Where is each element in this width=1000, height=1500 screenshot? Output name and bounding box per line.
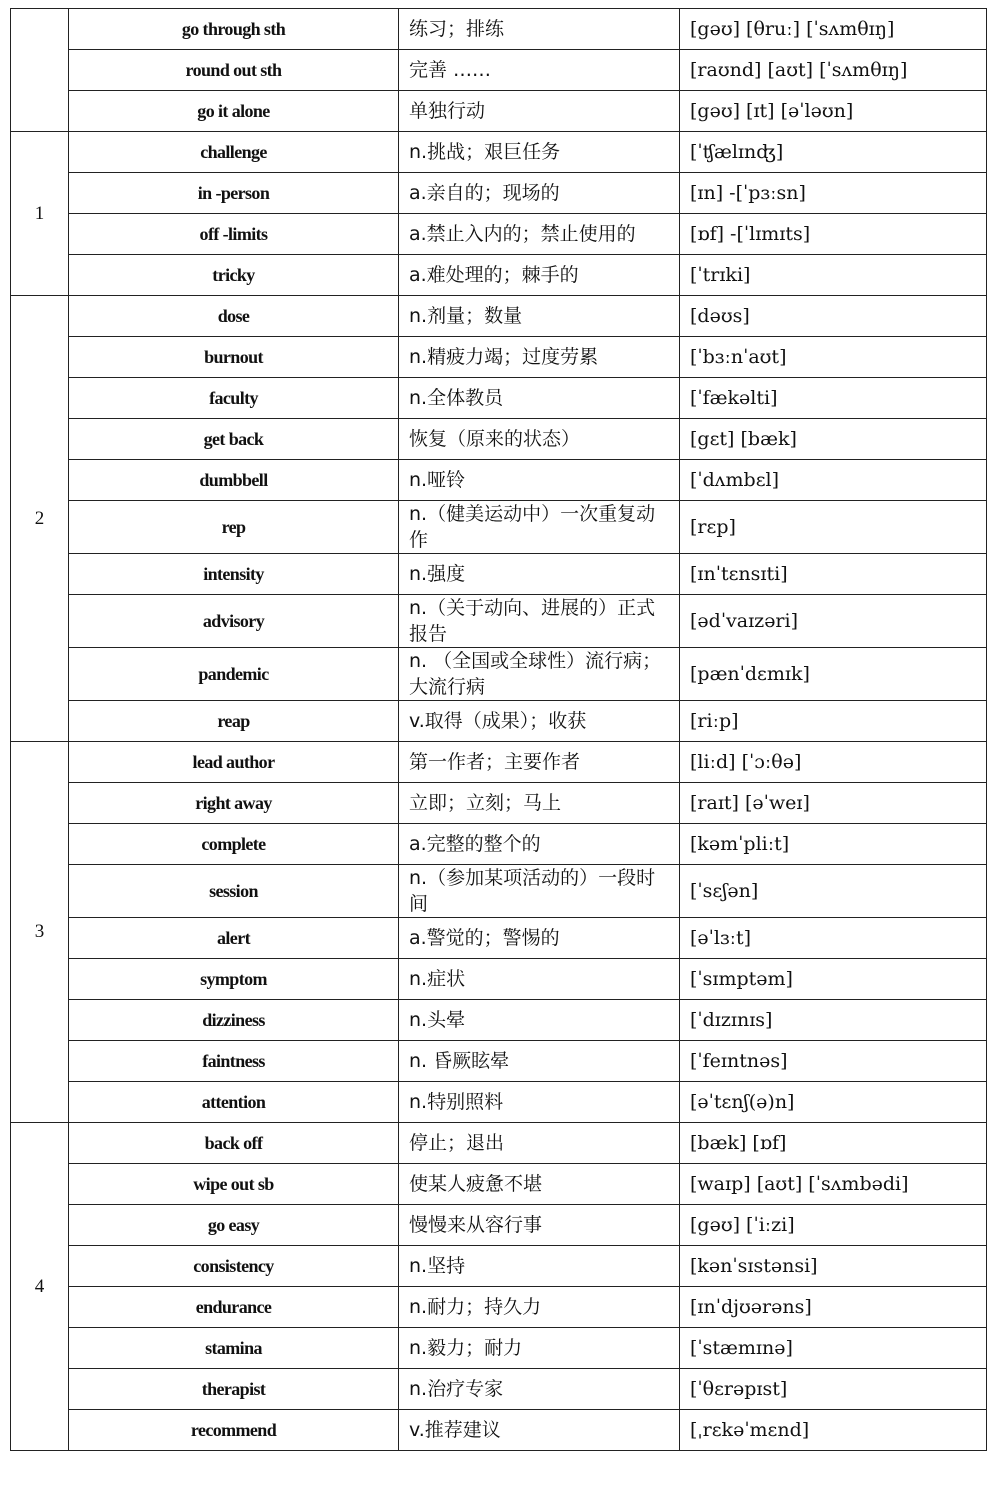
vocab-row <box>11 1164 987 1205</box>
vocab-phonetic: [əˈlɜːt] <box>680 918 987 959</box>
vocab-phonetic: [pænˈdɛmɪk] <box>680 648 987 701</box>
vocab-row <box>11 419 987 460</box>
vocab-meaning: a.警觉的；警惕的 <box>399 918 680 959</box>
vocab-phonetic: [gəʊ] [θruː] [ˈsʌmθɪŋ] <box>680 9 987 50</box>
group-number: 1 <box>11 132 69 296</box>
vocab-meaning: 停止；退出 <box>399 1123 680 1164</box>
vocab-word: advisory <box>69 595 399 648</box>
vocab-word: endurance <box>69 1287 399 1328</box>
vocab-meaning: 单独行动 <box>399 91 680 132</box>
vocab-word: round out sth <box>69 50 399 91</box>
vocab-meaning: v.推荐建议 <box>399 1410 680 1451</box>
vocab-row <box>11 783 987 824</box>
vocab-phonetic: [ˈsɛʃən] <box>680 865 987 918</box>
vocab-row <box>11 554 987 595</box>
vocab-word: rep <box>69 501 399 554</box>
vocab-meaning: a.完整的整个的 <box>399 824 680 865</box>
vocab-meaning: 使某人疲惫不堪 <box>399 1164 680 1205</box>
vocab-phonetic: [ɪnˈtɛnsɪti] <box>680 554 987 595</box>
vocab-phonetic: [ədˈvaɪzəri] <box>680 595 987 648</box>
vocab-word: complete <box>69 824 399 865</box>
vocab-meaning: 完善 …… <box>399 50 680 91</box>
group-number <box>11 9 69 132</box>
vocab-word: lead author <box>69 742 399 783</box>
vocab-phonetic: [əˈtɛnʃ(ə)n] <box>680 1082 987 1123</box>
vocab-word: symptom <box>69 959 399 1000</box>
vocab-meaning: n.耐力；持久力 <box>399 1287 680 1328</box>
vocab-row <box>11 50 987 91</box>
group-number: 4 <box>11 1123 69 1451</box>
vocab-word: stamina <box>69 1328 399 1369</box>
vocab-row <box>11 918 987 959</box>
vocab-row <box>11 296 987 337</box>
vocab-word: dose <box>69 296 399 337</box>
vocab-meaning: n.（关于动向、进展的）正式报告 <box>399 595 680 648</box>
vocab-phonetic: [ˈfækəlti] <box>680 378 987 419</box>
vocab-row <box>11 501 987 554</box>
vocab-phonetic: [bæk] [ɒf] <box>680 1123 987 1164</box>
vocab-phonetic: [ˈbɜːnˈaʊt] <box>680 337 987 378</box>
vocab-row <box>11 701 987 742</box>
vocab-meaning: n.挑战；艰巨任务 <box>399 132 680 173</box>
vocab-meaning: n.症状 <box>399 959 680 1000</box>
vocab-phonetic: [ˈθɛrəpɪst] <box>680 1369 987 1410</box>
vocab-meaning: v.取得（成果）；收获 <box>399 701 680 742</box>
vocab-row <box>11 595 987 648</box>
vocab-phonetic: [kəmˈpliːt] <box>680 824 987 865</box>
vocab-phonetic: [raɪt] [əˈweɪ] <box>680 783 987 824</box>
vocab-row <box>11 648 987 701</box>
vocab-meaning: a.难处理的；棘手的 <box>399 255 680 296</box>
vocab-meaning: n.毅力；耐力 <box>399 1328 680 1369</box>
vocabulary-table <box>10 8 987 1451</box>
vocab-phonetic: [gəʊ] [ɪt] [əˈləʊn] <box>680 91 987 132</box>
vocab-word: in -person <box>69 173 399 214</box>
vocab-phonetic: [ˈfeɪntnəs] <box>680 1041 987 1082</box>
vocab-word: consistency <box>69 1246 399 1287</box>
vocab-meaning: n.哑铃 <box>399 460 680 501</box>
vocab-word: go it alone <box>69 91 399 132</box>
vocab-row <box>11 1123 987 1164</box>
vocab-meaning: n.剂量；数量 <box>399 296 680 337</box>
vocab-row <box>11 1410 987 1451</box>
vocab-word: intensity <box>69 554 399 595</box>
vocab-row <box>11 91 987 132</box>
vocab-row <box>11 9 987 50</box>
vocab-phonetic: [rɛp] <box>680 501 987 554</box>
vocab-phonetic: [ˈstæmɪnə] <box>680 1328 987 1369</box>
vocab-phonetic: [liːd] [ˈɔːθə] <box>680 742 987 783</box>
vocab-meaning: n.强度 <box>399 554 680 595</box>
vocab-row <box>11 1205 987 1246</box>
vocab-row <box>11 132 987 173</box>
vocab-meaning: n. （全国或全球性）流行病；大流行病 <box>399 648 680 701</box>
vocab-row <box>11 1369 987 1410</box>
vocab-meaning: 立即；立刻；马上 <box>399 783 680 824</box>
vocab-meaning: n.精疲力竭；过度劳累 <box>399 337 680 378</box>
vocab-word: back off <box>69 1123 399 1164</box>
vocab-phonetic: [ˌrɛkəˈmɛnd] <box>680 1410 987 1451</box>
vocab-meaning: n.坚持 <box>399 1246 680 1287</box>
vocab-phonetic: [ˈsɪmptəm] <box>680 959 987 1000</box>
vocab-word: challenge <box>69 132 399 173</box>
vocab-row <box>11 1041 987 1082</box>
vocab-phonetic: [waɪp] [aʊt] [ˈsʌmbədi] <box>680 1164 987 1205</box>
vocab-row <box>11 173 987 214</box>
group-number: 3 <box>11 742 69 1123</box>
vocab-phonetic: [kənˈsɪstənsi] <box>680 1246 987 1287</box>
vocab-word: get back <box>69 419 399 460</box>
vocab-meaning: n.全体教员 <box>399 378 680 419</box>
vocab-row <box>11 1328 987 1369</box>
vocab-word: therapist <box>69 1369 399 1410</box>
vocabulary-table-body <box>11 9 987 1451</box>
vocab-word: tricky <box>69 255 399 296</box>
vocab-row <box>11 1287 987 1328</box>
vocab-phonetic: [ɒf] -[ˈlɪmɪts] <box>680 214 987 255</box>
vocab-word: go easy <box>69 1205 399 1246</box>
vocab-phonetic: [raʊnd] [aʊt] [ˈsʌmθɪŋ] <box>680 50 987 91</box>
group-number: 2 <box>11 296 69 742</box>
vocab-word: dumbbell <box>69 460 399 501</box>
vocab-word: wipe out sb <box>69 1164 399 1205</box>
vocab-row <box>11 1246 987 1287</box>
vocab-meaning: n.头晕 <box>399 1000 680 1041</box>
vocab-phonetic: [ɪnˈdjʊərəns] <box>680 1287 987 1328</box>
vocab-word: faculty <box>69 378 399 419</box>
vocab-meaning: n. 昏厥眩晕 <box>399 1041 680 1082</box>
vocab-meaning: 恢复（原来的状态） <box>399 419 680 460</box>
vocab-row <box>11 824 987 865</box>
vocab-phonetic: [gɛt] [bæk] <box>680 419 987 460</box>
vocab-word: go through sth <box>69 9 399 50</box>
vocab-word: off -limits <box>69 214 399 255</box>
vocab-row <box>11 1000 987 1041</box>
vocab-row <box>11 959 987 1000</box>
vocab-meaning: n.特别照料 <box>399 1082 680 1123</box>
vocab-word: attention <box>69 1082 399 1123</box>
vocab-word: dizziness <box>69 1000 399 1041</box>
vocab-word: reap <box>69 701 399 742</box>
vocab-row <box>11 460 987 501</box>
vocab-row <box>11 337 987 378</box>
vocab-phonetic: [ɪn] -[ˈpɜːsn] <box>680 173 987 214</box>
vocab-row <box>11 378 987 419</box>
vocab-row <box>11 255 987 296</box>
vocab-meaning: 第一作者；主要作者 <box>399 742 680 783</box>
vocab-phonetic: [riːp] <box>680 701 987 742</box>
vocab-phonetic: [ˈtrɪki] <box>680 255 987 296</box>
vocab-meaning: n.治疗专家 <box>399 1369 680 1410</box>
vocab-phonetic: [ˈʧælɪnʤ] <box>680 132 987 173</box>
vocab-word: pandemic <box>69 648 399 701</box>
vocab-row <box>11 742 987 783</box>
vocab-phonetic: [dəʊs] <box>680 296 987 337</box>
vocab-meaning: n.（健美运动中）一次重复动作 <box>399 501 680 554</box>
vocab-word: recommend <box>69 1410 399 1451</box>
vocab-phonetic: [ˈdʌmbɛl] <box>680 460 987 501</box>
vocab-phonetic: [gəʊ] [ˈiːzi] <box>680 1205 987 1246</box>
vocab-row <box>11 1082 987 1123</box>
vocab-word: alert <box>69 918 399 959</box>
vocab-word: right away <box>69 783 399 824</box>
vocab-row <box>11 865 987 918</box>
vocab-meaning: a.禁止入内的；禁止使用的 <box>399 214 680 255</box>
vocab-word: session <box>69 865 399 918</box>
vocab-meaning: a.亲自的；现场的 <box>399 173 680 214</box>
vocab-row <box>11 214 987 255</box>
vocab-meaning: 练习；排练 <box>399 9 680 50</box>
vocab-meaning: 慢慢来从容行事 <box>399 1205 680 1246</box>
vocab-meaning: n.（参加某项活动的）一段时间 <box>399 865 680 918</box>
vocab-phonetic: [ˈdɪzɪnɪs] <box>680 1000 987 1041</box>
vocab-word: faintness <box>69 1041 399 1082</box>
vocab-word: burnout <box>69 337 399 378</box>
